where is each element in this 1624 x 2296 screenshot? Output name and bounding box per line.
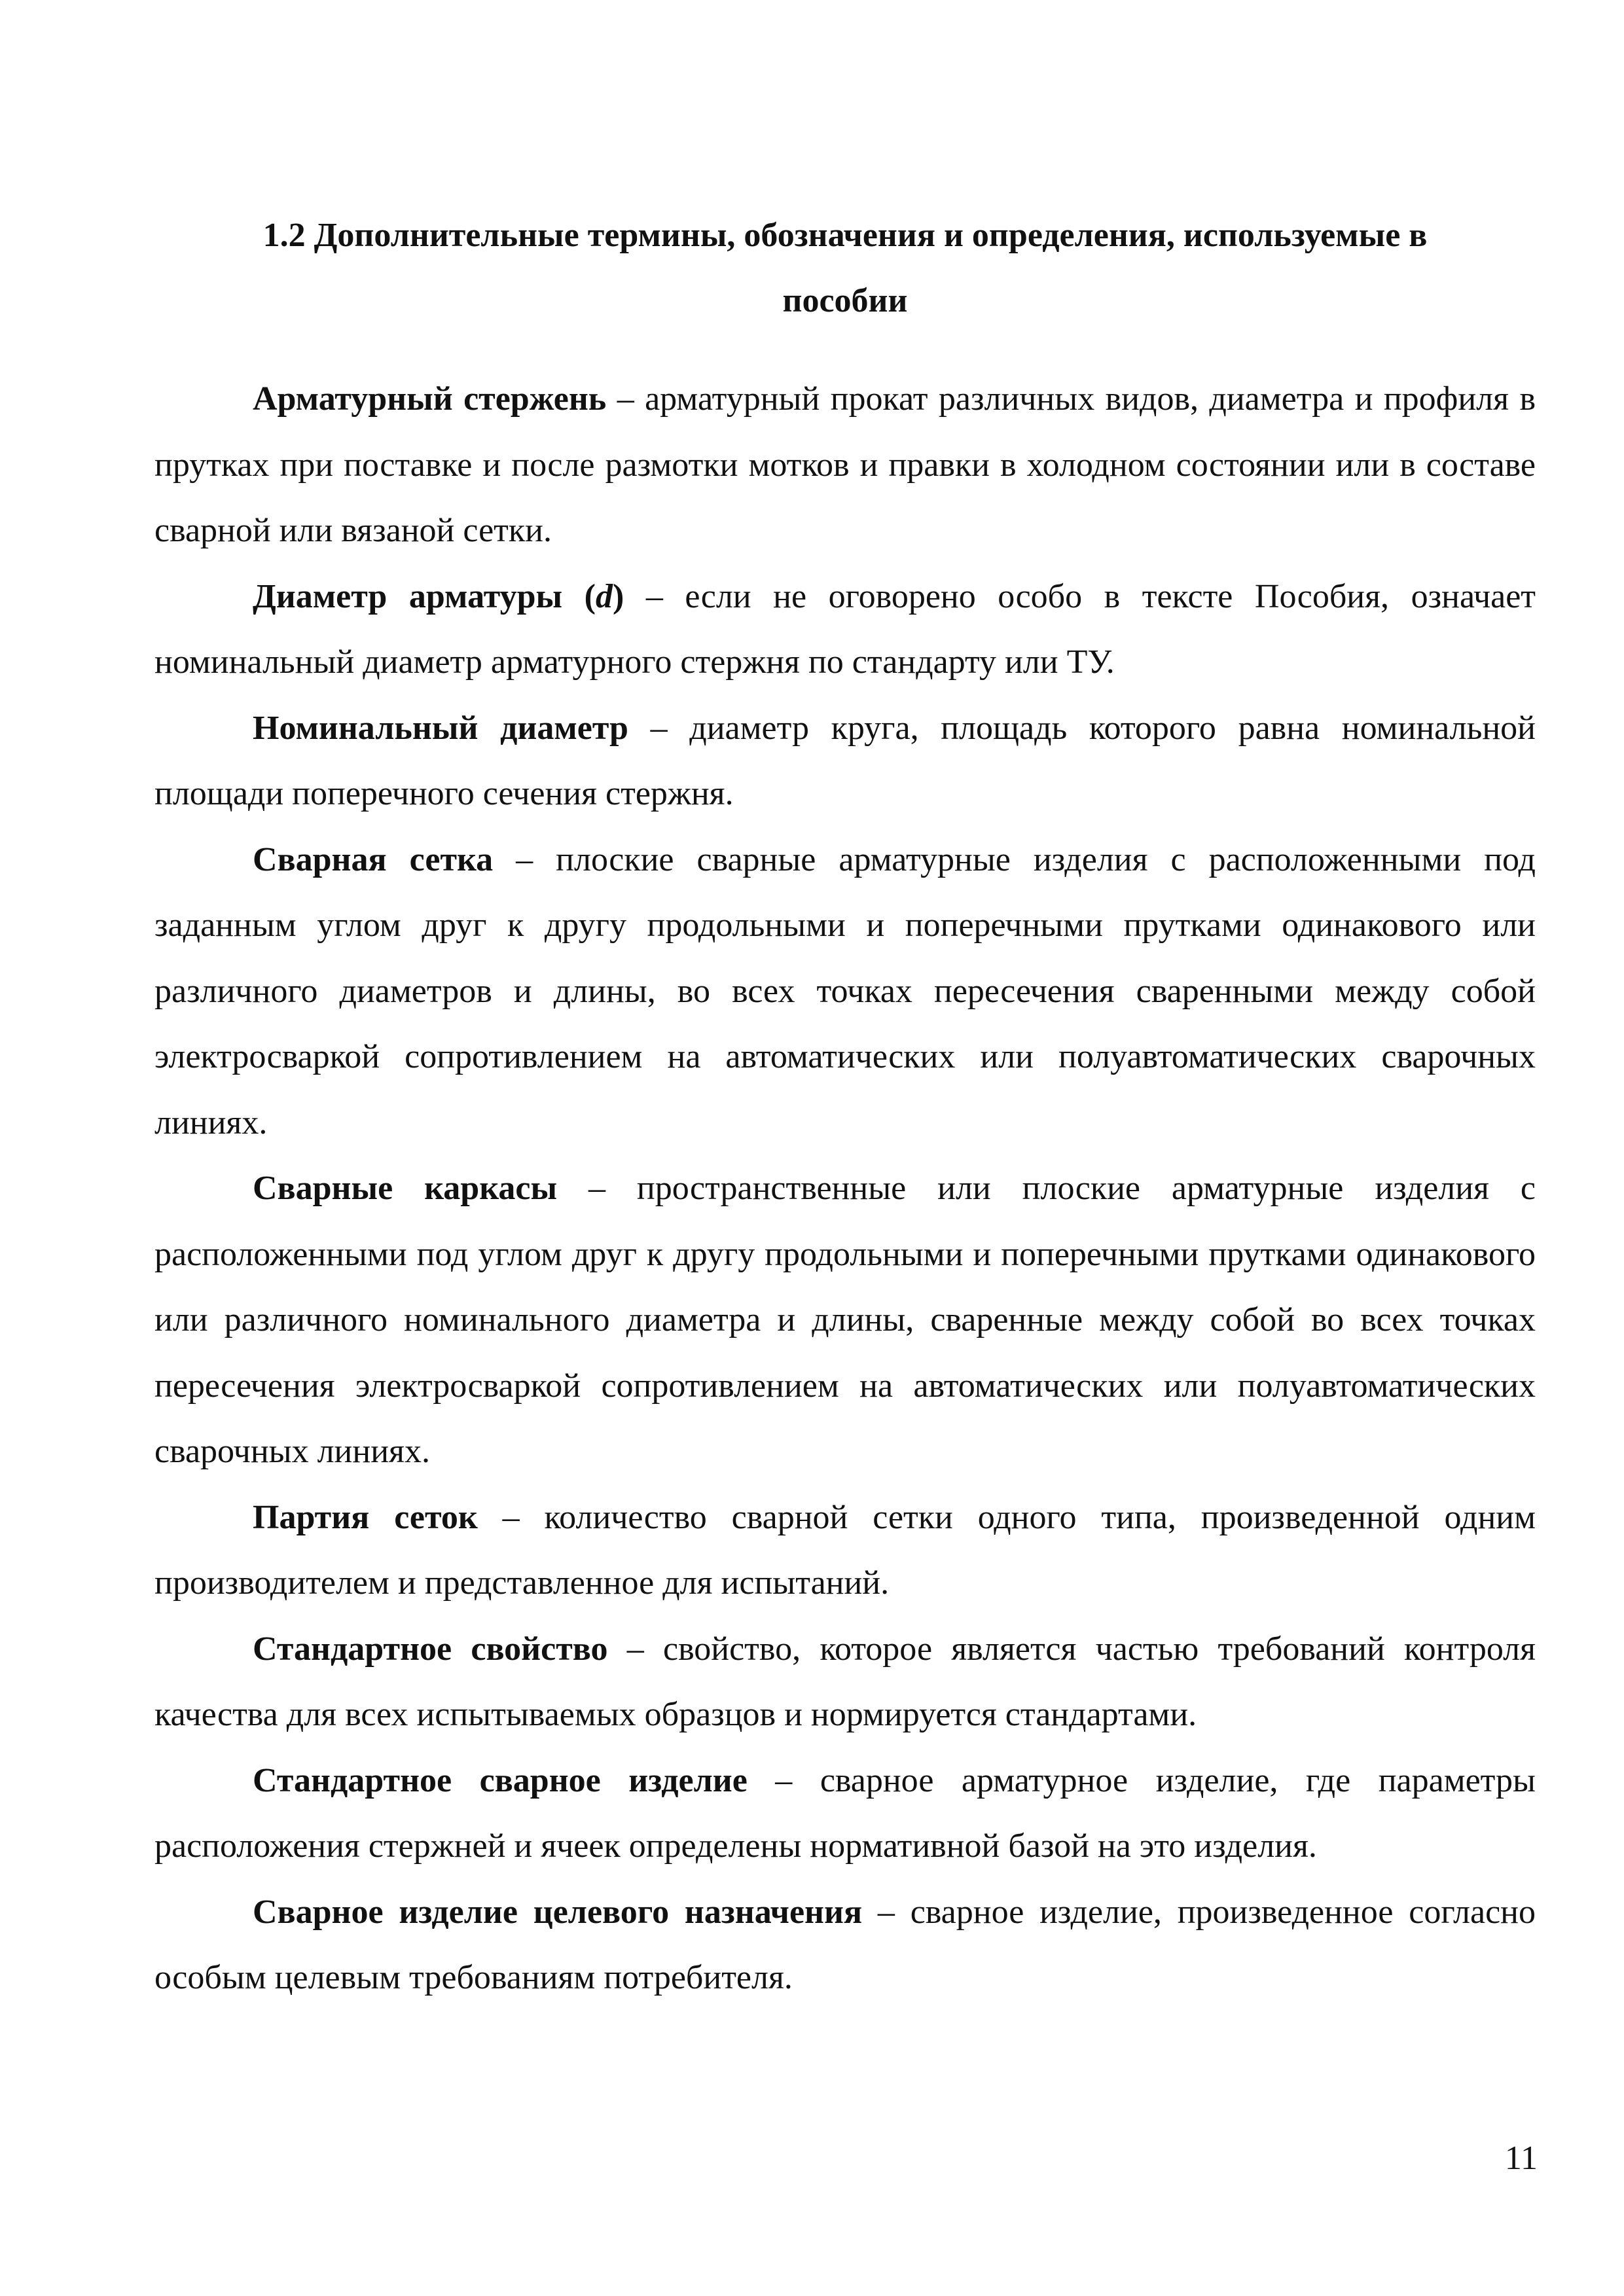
definition-term: Стандартное сварное изделие <box>253 1761 748 1799</box>
definition-term-part: Диаметр арматуры ( <box>253 577 596 615</box>
definition-term-part: ) <box>612 577 624 615</box>
definition-paragraph <box>154 827 1536 1157</box>
definition-text: – плоские сварные арматурные изделия с расположенными под заданным углом друг к другу продольными и поперечными прутками одинакового или различного диаметров и длины, во всех точках пересечения сваренными между собой электросваркой сопротивлением на автоматических или полуавтоматических сварочных линиях. <box>154 840 1536 1141</box>
definition-paragraph <box>154 1880 1536 2011</box>
page-number: 11 <box>1504 2140 1538 2177</box>
definition-term-symbol: d <box>595 577 613 615</box>
definition-text: – пространственные или плоские арматурные изделия с расположенными под углом друг к другу продольными и поперечными прутками одинакового или различного номинального диаметра и длины, сваренные между собой во всех точках пересечения электросваркой сопротивлением на автоматических или полуавтоматических сварочных линиях. <box>154 1170 1536 1470</box>
section-heading-line-2: пособии <box>782 282 908 319</box>
definition-text: – свойство, которое является частью требований контроля качества для всех испытываемых образцов и нормируется стандартами. <box>154 1630 1536 1733</box>
definition-paragraph <box>154 564 1536 696</box>
definition-paragraph <box>154 1485 1536 1617</box>
definition-paragraph <box>154 367 1536 564</box>
definition-text: – количество сварной сетки одного типа, произведенной одним производителем и представленное для испытаний. <box>154 1498 1536 1602</box>
definition-text: – сварное изделие, произведенное согласно особым целевым требованиям потребителя. <box>154 1893 1536 1996</box>
definition-term <box>253 578 624 615</box>
definition-paragraph <box>154 1617 1536 1748</box>
definition-term: Арматурный стержень <box>253 380 607 418</box>
definitions-body <box>154 367 1536 2011</box>
definition-term: Партия сеток <box>253 1498 478 1536</box>
definition-text: – если не оговорено особо в тексте Пособия, означает номинальный диаметр арматурного стержня по стандарту или ТУ. <box>154 577 1536 681</box>
definition-paragraph <box>154 1156 1536 1485</box>
definition-term: Номинальный диаметр <box>253 709 628 747</box>
definition-paragraph <box>154 696 1536 827</box>
section-heading-line-1: 1.2 Дополнительные термины, обозначения и определения, используемые в <box>262 217 1428 254</box>
definition-term: Сварные каркасы <box>253 1170 558 1207</box>
definition-text: – арматурный прокат различных видов, диаметра и профиля в прутках при поставке и после размотки мотков и правки в холодном состоянии или в составе сварной или вязаной сетки. <box>154 380 1536 549</box>
definition-term: Сварная сетка <box>253 840 494 878</box>
definition-text: – диаметр круга, площадь которого равна номинальной площади поперечного сечения стержня. <box>154 709 1536 812</box>
definition-term: Сварное изделие целевого назначения <box>253 1893 863 1931</box>
definition-paragraph <box>154 1748 1536 1880</box>
definition-term: Стандартное свойство <box>253 1630 608 1668</box>
section-heading <box>154 203 1536 334</box>
definition-text: – сварное арматурное изделие, где параметры расположения стержней и ячеек определены нормативной базой на это изделия. <box>154 1761 1536 1865</box>
